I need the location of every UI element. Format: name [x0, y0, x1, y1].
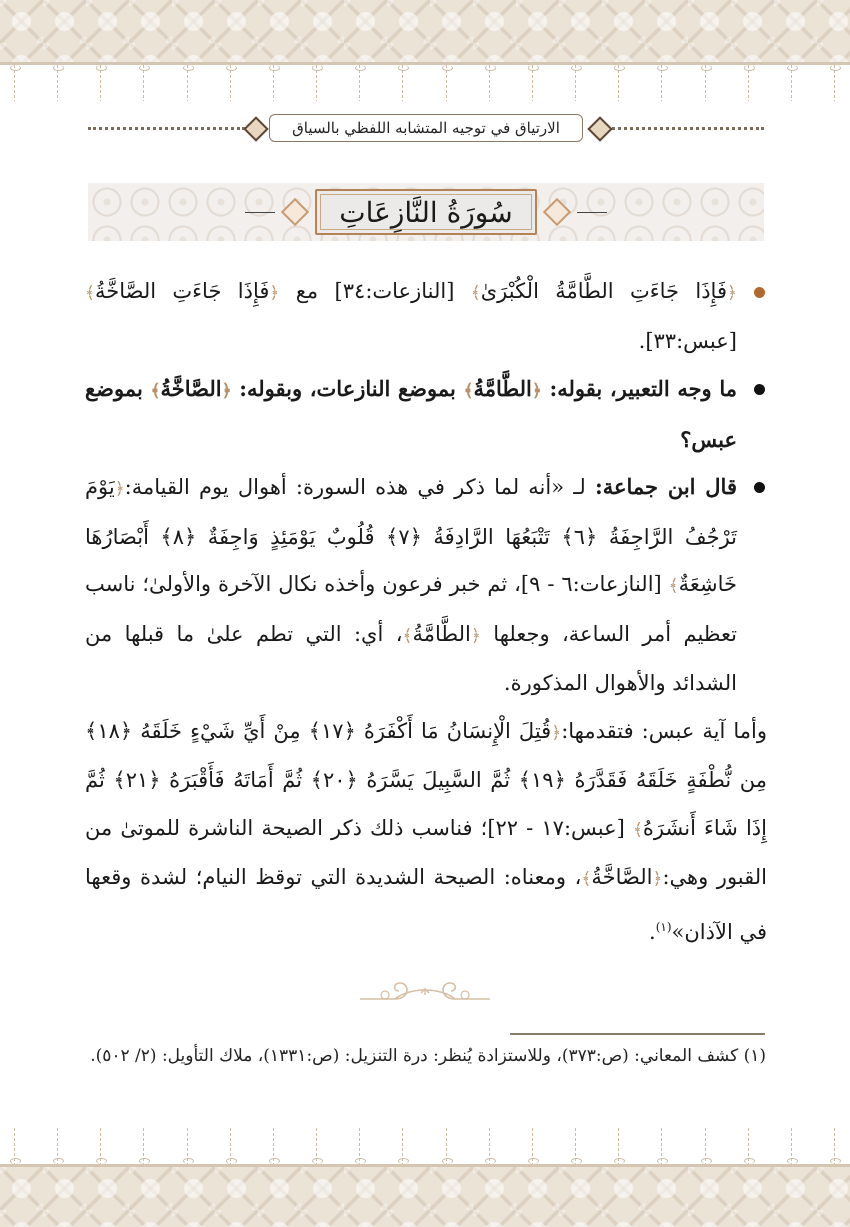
- list-item: ﴿فَإِذَا جَاءَتِ الطَّامَّةُ الْكُبْرَىٰ﴾ [النازعات:٣٤] مع ﴿فَإِذَا جَاءَتِ الصَّاخَّةُ﴾ [عبس:٣٣].: [85, 268, 767, 365]
- footnote: (١) كشف المعاني: (ص:٣٧٣)، وللاستزادة يُنظر: درة التنزيل: (ص:١٣٣١)، ملاك التأويل: (٢/ ٥٠٢).: [90, 1046, 766, 1066]
- book-title: الارتياق في توجيه المتشابه اللفظي بالسياق: [269, 114, 583, 142]
- ornament-icon: [543, 198, 571, 226]
- verse-reference: [عبس:٣٣].: [638, 328, 737, 353]
- footnote-separator: [510, 1033, 765, 1035]
- list-item: قال ابن جماعة: لـ «أنه لما ذكر في هذه السورة: أهوال يوم القيامة:﴿يَوْمَ تَرْجُفُ الرَّاجِفَةُ ﴿٦﴾ تَتْبَعُهَا الرَّادِفَةُ ﴿٧﴾ قُلُوبٌ يَوْمَئِذٍ وَاجِفَةٌ ﴿٨﴾ أَبْصَارُهَا خَاشِعَةٌ﴾ [النازعات:٦ - ٩]، ثم خبر فرعون وأخذه نكال الآخرة والأولىٰ؛ ناسب تعظيم أمر الساعة، وجعلها ﴿الطَّامَّةُ﴾، أي: التي تطم علىٰ ما قبلها من الشدائد والأهوال المذكورة.: [85, 463, 767, 708]
- surah-title-banner: [88, 183, 764, 241]
- quran-word: الطَّامَّةُ: [473, 376, 532, 401]
- bottom-decorative-band: [0, 1164, 850, 1227]
- top-ornament-fringe: [0, 65, 850, 101]
- quran-word: الطَّامَّةُ: [412, 621, 471, 646]
- surah-title: سُورَةُ النَّازِعَاتِ: [315, 189, 536, 235]
- quran-verse: فَإِذَا جَاءَتِ الطَّامَّةُ الْكُبْرَىٰ: [480, 279, 727, 303]
- dotted-rule-left: [88, 127, 245, 130]
- quran-verse: يَوْمَ تَرْجُفُ الرَّاجِفَةُ ﴿٦﴾ تَتْبَعُهَا الرَّادِفَةُ ﴿٧﴾ قُلُوبٌ يَوْمَئِذٍ وَاجِفَةٌ ﴿٨﴾ أَبْصَارُهَا خَاشِعَةٌ: [85, 475, 737, 596]
- dotted-rule-right: [607, 127, 764, 130]
- footnote-marker[interactable]: (١): [655, 919, 672, 934]
- bullet-icon: [754, 384, 765, 395]
- top-decorative-band: [0, 0, 850, 65]
- list-item: ما وجه التعبير، بقوله: ﴿الطَّامَّةُ﴾ بموضع النازعات، وبقوله: ﴿الصَّاخَّةُ﴾ بموضع عبس؟: [85, 365, 767, 463]
- quran-verse: فَإِذَا جَاءَتِ الصَّاخَّةُ: [94, 279, 270, 303]
- ornament-icon: [589, 115, 607, 141]
- quran-word: الصَّاخَّةُ: [591, 865, 653, 889]
- bullet-icon: [754, 482, 765, 493]
- bottom-ornament-fringe: [0, 1128, 850, 1164]
- bullet-icon: [754, 287, 765, 298]
- ornament-icon: [245, 115, 263, 141]
- main-text: [85, 268, 767, 956]
- flourish-divider-icon: [355, 973, 495, 1005]
- paragraph: وأما آية عبس: فتقدمها:﴿قُتِلَ الْإِنسَانُ مَا أَكْفَرَهُ ﴿١٧﴾ مِنْ أَيِّ شَيْءٍ خَلَقَهُ ﴿١٨﴾ مِن نُّطْفَةٍ خَلَقَهُ فَقَدَّرَهُ ﴿١٩﴾ ثُمَّ السَّبِيلَ يَسَّرَهُ ﴿٢٠﴾ ثُمَّ أَمَاتَهُ فَأَقْبَرَهُ ﴿٢١﴾ ثُمَّ إِذَا شَاءَ أَنشَرَهُ﴾ [عبس:١٧ - ٢٢]؛ فناسب ذلك ذكر الصيحة الناشرة للموتىٰ من القبور وهي:﴿الصَّاخَّةُ﴾، ومعناه: الصيحة الشديدة التي توقظ النيام؛ لشدة وقعها في الآذان»$^{(١)}$.: [85, 718, 768, 944]
- quran-word: الصَّاخَّةُ: [160, 376, 222, 401]
- ornament-icon: [281, 198, 309, 226]
- quran-verse: قُتِلَ الْإِنسَانُ مَا أَكْفَرَهُ ﴿١٧﴾ مِنْ أَيِّ شَيْءٍ خَلَقَهُ ﴿١٨﴾ مِن نُّطْفَةٍ خَلَقَهُ فَقَدَّرَهُ ﴿١٩﴾ ثُمَّ السَّبِيلَ يَسَّرَهُ ﴿٢٠﴾ ثُمَّ أَمَاتَهُ فَأَقْبَرَهُ ﴿٢١﴾ ثُمَّ إِذَا شَاءَ أَنشَرَهُ: [85, 718, 767, 840]
- running-header: [88, 110, 764, 146]
- verse-reference: [النازعات:٣٤]: [334, 279, 455, 303]
